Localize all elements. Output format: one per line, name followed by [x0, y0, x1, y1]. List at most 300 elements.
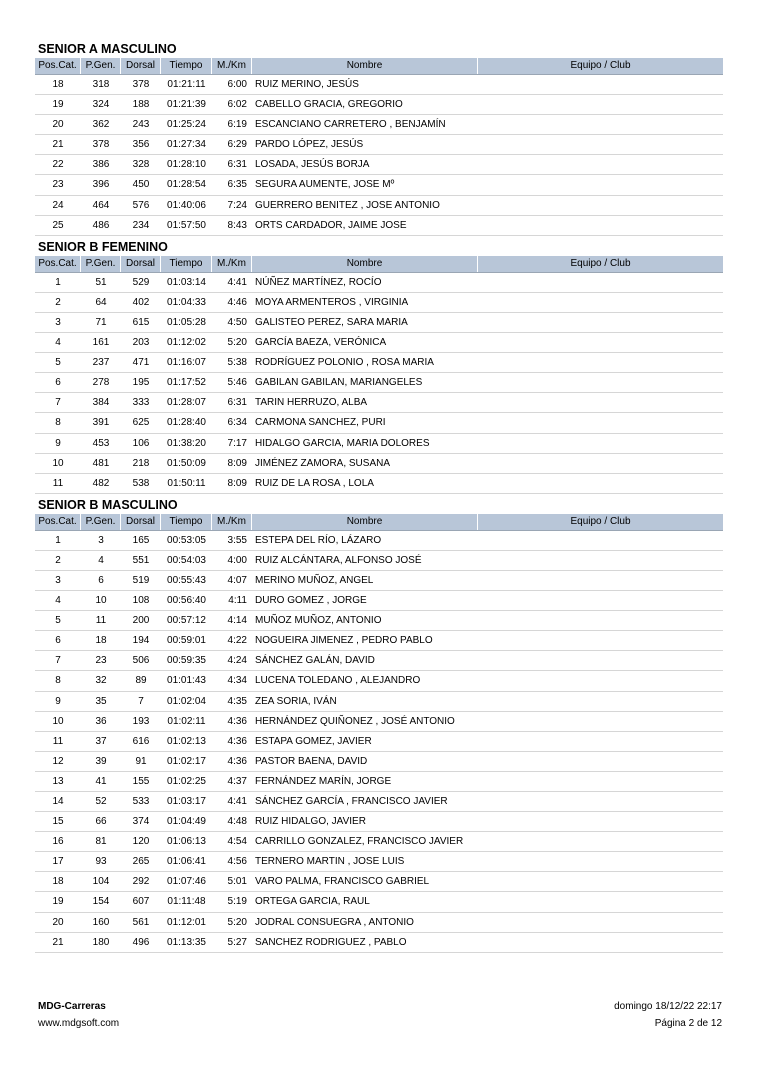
cell-pos-cat: 2: [55, 296, 61, 308]
cell-equipo-club: [478, 273, 723, 292]
cell-nombre: LOSADA, JESÚS BORJA: [255, 159, 370, 171]
column-header-min-km: M./Km: [212, 58, 252, 74]
cell-equipo-club: [478, 752, 723, 771]
table-row: [35, 216, 723, 236]
cell-pos-cat: 6: [55, 635, 61, 647]
cell-tiempo: 01:03:17: [167, 796, 206, 807]
cell-min-km: 5:38: [227, 357, 247, 369]
table-row: [35, 454, 723, 474]
cell-pos-cat: 2: [55, 554, 61, 566]
cell-p-gen: 18: [95, 635, 107, 647]
cell-dorsal: 120: [132, 836, 150, 848]
cell-dorsal: 496: [132, 936, 150, 948]
column-header-nombre: Nombre: [252, 256, 478, 272]
cell-pos-cat: 8: [55, 417, 61, 429]
table-row: [35, 175, 723, 195]
cell-pos-cat: 23: [52, 179, 64, 191]
cell-min-km: 4:41: [227, 796, 247, 807]
cell-min-km: 4:56: [227, 856, 247, 868]
table-row: [35, 551, 723, 571]
cell-tiempo: 01:28:07: [167, 397, 206, 409]
table-row: [35, 772, 723, 792]
table-row: [35, 671, 723, 691]
cell-equipo-club: [478, 933, 723, 952]
cell-nombre: JODRAL CONSUEGRA , ANTONIO: [255, 916, 414, 928]
cell-min-km: 6:35: [227, 179, 247, 191]
cell-equipo-club: [478, 313, 723, 332]
column-header-tiempo: Tiempo: [161, 514, 212, 530]
table-row: [35, 832, 723, 852]
cell-pos-cat: 5: [55, 615, 61, 627]
table-row: [35, 313, 723, 333]
cell-equipo-club: [478, 175, 723, 194]
cell-p-gen: 104: [92, 876, 110, 888]
cell-min-km: 3:55: [227, 534, 247, 546]
cell-nombre: RUIZ HIDALGO, JAVIER: [255, 816, 366, 828]
cell-p-gen: 386: [92, 159, 110, 171]
cell-dorsal: 561: [132, 916, 150, 928]
table-row: [35, 752, 723, 772]
footer-datetime: domingo 18/12/22 22:17: [614, 1001, 722, 1012]
cell-pos-cat: 18: [52, 876, 64, 888]
column-header-p-gen: P.Gen.: [81, 256, 121, 272]
table-header: [35, 256, 723, 273]
cell-dorsal: 234: [132, 219, 150, 231]
table-row: [35, 155, 723, 175]
cell-tiempo: 01:17:52: [167, 377, 206, 389]
cell-p-gen: 180: [92, 936, 110, 948]
cell-nombre: HIDALGO GARCIA, MARIA DOLORES: [255, 437, 430, 449]
cell-equipo-club: [478, 671, 723, 690]
cell-pos-cat: 24: [52, 199, 64, 211]
cell-pos-cat: 3: [55, 574, 61, 586]
cell-equipo-club: [478, 872, 723, 891]
cell-tiempo: 01:50:09: [167, 457, 206, 469]
cell-p-gen: 278: [92, 377, 110, 389]
cell-equipo-club: [478, 293, 723, 312]
cell-tiempo: 01:06:13: [167, 836, 206, 848]
cell-p-gen: 10: [95, 595, 107, 607]
table-row: [35, 95, 723, 115]
cell-min-km: 8:09: [227, 457, 247, 469]
cell-nombre: SÁNCHEZ GARCÍA , FRANCISCO JAVIER: [255, 796, 448, 807]
cell-tiempo: 01:28:10: [167, 159, 206, 171]
cell-nombre: CABELLO GRACIA, GREGORIO: [255, 99, 403, 111]
cell-pos-cat: 20: [52, 916, 64, 928]
cell-nombre: MUÑOZ MUÑOZ, ANTONIO: [255, 615, 382, 627]
cell-equipo-club: [478, 373, 723, 392]
cell-pos-cat: 14: [52, 796, 64, 807]
cell-min-km: 6:31: [227, 397, 247, 409]
cell-tiempo: 01:02:25: [167, 775, 206, 787]
cell-tiempo: 01:06:41: [167, 856, 206, 868]
cell-dorsal: 519: [132, 574, 150, 586]
cell-min-km: 5:27: [227, 936, 247, 948]
cell-equipo-club: [478, 434, 723, 453]
cell-tiempo: 01:50:11: [167, 477, 206, 489]
column-header-p-gen: P.Gen.: [81, 58, 121, 74]
cell-min-km: 6:02: [227, 99, 247, 111]
cell-nombre: NOGUEIRA JIMENEZ , PEDRO PABLO: [255, 635, 433, 647]
cell-dorsal: 533: [132, 796, 150, 807]
cell-p-gen: 453: [92, 437, 110, 449]
cell-tiempo: 01:27:34: [167, 139, 206, 151]
results-page: [35, 38, 723, 953]
cell-nombre: JIMÉNEZ ZAMORA, SUSANA: [255, 457, 391, 469]
cell-pos-cat: 7: [55, 655, 61, 667]
cell-p-gen: 32: [95, 675, 107, 687]
cell-p-gen: 36: [95, 715, 107, 727]
column-header-nombre: Nombre: [252, 514, 478, 530]
cell-equipo-club: [478, 75, 723, 94]
footer-left: [38, 998, 119, 1032]
cell-dorsal: 108: [132, 595, 150, 607]
cell-p-gen: 39: [95, 755, 107, 767]
table-row: [35, 913, 723, 933]
cell-pos-cat: 19: [52, 99, 64, 111]
column-header-min-km: M./Km: [212, 514, 252, 530]
cell-dorsal: 328: [132, 159, 150, 171]
cell-tiempo: 01:05:28: [167, 316, 206, 328]
cell-dorsal: 7: [138, 695, 144, 707]
cell-nombre: RUIZ MERINO, JESÚS: [255, 79, 359, 90]
table-row: [35, 434, 723, 454]
cell-tiempo: 00:59:35: [167, 655, 206, 667]
cell-nombre: RUIZ DE LA ROSA , LOLA: [255, 477, 374, 489]
cell-p-gen: 23: [95, 655, 107, 667]
cell-tiempo: 01:40:06: [167, 199, 206, 211]
footer-page-number: Página 2 de 12: [654, 1018, 722, 1029]
table-row: [35, 115, 723, 135]
cell-min-km: 4:24: [227, 655, 247, 667]
cell-tiempo: 00:53:05: [167, 534, 206, 546]
cell-p-gen: 481: [92, 457, 110, 469]
cell-tiempo: 01:02:13: [167, 735, 206, 747]
cell-min-km: 6:19: [227, 119, 247, 131]
cell-min-km: 5:20: [227, 916, 247, 928]
cell-pos-cat: 21: [52, 936, 64, 948]
cell-tiempo: 01:38:20: [167, 437, 206, 449]
cell-nombre: GUERRERO BENITEZ , JOSE ANTONIO: [255, 199, 440, 211]
cell-tiempo: 01:25:24: [167, 119, 206, 131]
cell-tiempo: 01:07:46: [167, 876, 206, 888]
cell-equipo-club: [478, 571, 723, 590]
cell-tiempo: 01:16:07: [167, 357, 206, 369]
cell-dorsal: 203: [132, 337, 150, 349]
cell-equipo-club: [478, 95, 723, 114]
cell-dorsal: 615: [132, 316, 150, 328]
cell-dorsal: 91: [135, 755, 147, 767]
table-row: [35, 892, 723, 912]
column-header-pos-cat: Pos.Cat.: [35, 58, 81, 74]
cell-nombre: ZEA SORIA, IVÁN: [255, 695, 337, 707]
cell-nombre: GARCÍA BAEZA, VERÓNICA: [255, 337, 387, 349]
cell-pos-cat: 4: [55, 595, 61, 607]
column-header-dorsal: Dorsal: [121, 58, 161, 74]
cell-nombre: DURO GOMEZ , JORGE: [255, 595, 367, 607]
column-header-nombre: Nombre: [252, 58, 478, 74]
cell-min-km: 6:34: [227, 417, 247, 429]
cell-nombre: PARDO LÓPEZ, JESÚS: [255, 139, 364, 151]
cell-dorsal: 506: [132, 655, 150, 667]
cell-min-km: 5:19: [227, 896, 247, 908]
cell-min-km: 4:34: [227, 675, 247, 687]
cell-nombre: ORTEGA GARCIA, RAUL: [255, 896, 370, 908]
table-row: [35, 692, 723, 712]
cell-dorsal: 194: [132, 635, 150, 647]
cell-nombre: CARRILLO GONZALEZ, FRANCISCO JAVIER: [255, 836, 464, 848]
cell-pos-cat: 18: [52, 79, 64, 90]
cell-min-km: 6:00: [227, 79, 247, 90]
cell-p-gen: 160: [92, 916, 110, 928]
footer-brand: MDG-Carreras: [38, 1001, 106, 1012]
cell-equipo-club: [478, 155, 723, 174]
cell-nombre: PASTOR BAENA, DAVID: [255, 755, 368, 767]
table-row: [35, 712, 723, 732]
table-row: [35, 474, 723, 494]
cell-min-km: 4:14: [227, 615, 247, 627]
cell-p-gen: 6: [98, 574, 104, 586]
cell-dorsal: 471: [132, 357, 150, 369]
cell-min-km: 4:36: [227, 715, 247, 727]
cell-p-gen: 51: [95, 276, 107, 288]
table-row: [35, 933, 723, 953]
cell-tiempo: 01:57:50: [167, 219, 206, 231]
table-row: [35, 792, 723, 812]
cell-tiempo: 01:04:33: [167, 296, 206, 308]
cell-equipo-club: [478, 135, 723, 154]
cell-pos-cat: 22: [52, 159, 64, 171]
cell-min-km: 5:20: [227, 337, 247, 349]
cell-pos-cat: 7: [55, 397, 61, 409]
cell-nombre: TARIN HERRUZO, ALBA: [255, 397, 368, 409]
cell-equipo-club: [478, 474, 723, 493]
cell-tiempo: 00:57:12: [167, 615, 206, 627]
cell-dorsal: 195: [132, 377, 150, 389]
table-row: [35, 293, 723, 313]
cell-pos-cat: 10: [52, 457, 64, 469]
cell-equipo-club: [478, 892, 723, 911]
cell-nombre: ESCANCIANO CARRETERO , BENJAMÍN: [255, 119, 446, 131]
cell-pos-cat: 1: [55, 276, 61, 288]
cell-min-km: 4:48: [227, 816, 247, 828]
cell-dorsal: 188: [132, 99, 150, 111]
cell-p-gen: 4: [98, 554, 104, 566]
table-header: [35, 58, 723, 75]
column-header-equipo-club: Equipo / Club: [570, 257, 631, 269]
cell-tiempo: 01:02:17: [167, 755, 206, 767]
cell-dorsal: 378: [132, 79, 150, 90]
cell-equipo-club: [478, 712, 723, 731]
cell-min-km: 4:22: [227, 635, 247, 647]
cell-pos-cat: 13: [52, 775, 64, 787]
column-header-tiempo: Tiempo: [161, 58, 212, 74]
table-row: [35, 872, 723, 892]
cell-pos-cat: 9: [55, 695, 61, 707]
cell-equipo-club: [478, 651, 723, 670]
cell-pos-cat: 4: [55, 337, 61, 349]
cell-nombre: MOYA ARMENTEROS , VIRGINIA: [255, 296, 409, 308]
cell-p-gen: 378: [92, 139, 110, 151]
cell-equipo-club: [478, 852, 723, 871]
table-row: [35, 333, 723, 353]
cell-tiempo: 01:02:11: [167, 715, 206, 727]
cell-p-gen: 396: [92, 179, 110, 191]
cell-nombre: NÚÑEZ MARTÍNEZ, ROCÍO: [255, 276, 382, 288]
cell-dorsal: 218: [132, 457, 150, 469]
table-row: [35, 196, 723, 216]
footer-website[interactable]: www.mdgsoft.com: [38, 1018, 120, 1029]
cell-pos-cat: 9: [55, 437, 61, 449]
cell-min-km: 4:35: [227, 695, 247, 707]
cell-nombre: RODRÍGUEZ POLONIO , ROSA MARIA: [255, 357, 434, 369]
column-header-pos-cat: Pos.Cat.: [35, 514, 81, 530]
table-row: [35, 611, 723, 631]
cell-p-gen: 161: [92, 337, 110, 349]
cell-pos-cat: 21: [52, 139, 64, 151]
cell-equipo-club: [478, 732, 723, 751]
cell-equipo-club: [478, 792, 723, 811]
cell-tiempo: 01:04:49: [167, 816, 206, 828]
cell-nombre: SEGURA AUMENTE, JOSE Mº: [255, 179, 395, 191]
table-row: [35, 651, 723, 671]
cell-tiempo: 01:21:11: [167, 79, 206, 90]
cell-dorsal: 243: [132, 119, 150, 131]
cell-tiempo: 01:28:40: [167, 417, 206, 429]
cell-nombre: ESTEPA DEL RÍO, LÁZARO: [255, 534, 382, 546]
cell-dorsal: 165: [132, 534, 150, 546]
cell-nombre: HERNÁNDEZ QUIÑONEZ , JOSÉ ANTONIO: [255, 715, 455, 727]
cell-nombre: TERNERO MARTIN , JOSE LUIS: [255, 856, 405, 868]
cell-dorsal: 551: [132, 554, 150, 566]
cell-tiempo: 01:12:02: [167, 337, 206, 349]
cell-dorsal: 616: [132, 735, 150, 747]
table-row: [35, 591, 723, 611]
cell-pos-cat: 15: [52, 816, 64, 828]
cell-equipo-club: [478, 913, 723, 932]
cell-p-gen: 35: [95, 695, 107, 707]
cell-p-gen: 37: [95, 735, 107, 747]
cell-nombre: GABILAN GABILAN, MARIANGELES: [255, 377, 423, 389]
cell-p-gen: 384: [92, 397, 110, 409]
cell-tiempo: 01:02:04: [167, 695, 206, 707]
cell-dorsal: 402: [132, 296, 150, 308]
cell-p-gen: 324: [92, 99, 110, 111]
column-header-pos-cat: Pos.Cat.: [35, 256, 81, 272]
cell-p-gen: 11: [95, 615, 107, 627]
cell-nombre: SÁNCHEZ GALÁN, DAVID: [255, 655, 375, 667]
cell-tiempo: 00:55:43: [167, 574, 206, 586]
cell-min-km: 8:43: [227, 219, 247, 231]
cell-tiempo: 01:01:43: [167, 675, 206, 687]
cell-min-km: 8:09: [227, 477, 247, 489]
cell-pos-cat: 20: [52, 119, 64, 131]
cell-min-km: 4:37: [227, 775, 247, 787]
cell-p-gen: 93: [95, 856, 107, 868]
cell-dorsal: 625: [132, 417, 150, 429]
cell-equipo-club: [478, 393, 723, 412]
cell-min-km: 4:46: [227, 296, 247, 308]
table-header: [35, 514, 723, 531]
cell-equipo-club: [478, 353, 723, 372]
cell-min-km: 4:36: [227, 755, 247, 767]
cell-equipo-club: [478, 454, 723, 473]
cell-pos-cat: 16: [52, 836, 64, 848]
cell-nombre: LUCENA TOLEDANO , ALEJANDRO: [255, 675, 421, 687]
cell-p-gen: 81: [95, 836, 107, 848]
cell-equipo-club: [478, 551, 723, 570]
column-header-equipo-club: Equipo / Club: [570, 515, 631, 527]
cell-tiempo: 01:03:14: [167, 276, 206, 288]
cell-dorsal: 292: [132, 876, 150, 888]
cell-nombre: MERINO MUÑOZ, ANGEL: [255, 574, 374, 586]
cell-dorsal: 155: [132, 775, 150, 787]
table-row: [35, 413, 723, 433]
cell-min-km: 4:50: [227, 316, 247, 328]
cell-tiempo: 01:13:35: [167, 936, 206, 948]
cell-dorsal: 538: [132, 477, 150, 489]
cell-dorsal: 607: [132, 896, 150, 908]
footer-right: [614, 998, 722, 1032]
cell-pos-cat: 19: [52, 896, 64, 908]
column-header-p-gen: P.Gen.: [81, 514, 121, 530]
table-row: [35, 353, 723, 373]
cell-p-gen: 391: [92, 417, 110, 429]
cell-p-gen: 66: [95, 816, 107, 828]
cell-nombre: ESTAPA GOMEZ, JAVIER: [255, 735, 372, 747]
cell-p-gen: 362: [92, 119, 110, 131]
cell-pos-cat: 6: [55, 377, 61, 389]
cell-dorsal: 576: [132, 199, 150, 211]
table-row: [35, 571, 723, 591]
cell-p-gen: 486: [92, 219, 110, 231]
cell-pos-cat: 11: [52, 735, 64, 747]
cell-tiempo: 00:59:01: [167, 635, 206, 647]
cell-min-km: 5:46: [227, 377, 247, 389]
cell-dorsal: 265: [132, 856, 150, 868]
cell-pos-cat: 10: [52, 715, 64, 727]
cell-dorsal: 529: [132, 276, 150, 288]
cell-nombre: FERNÁNDEZ MARÍN, JORGE: [255, 775, 392, 787]
cell-min-km: 4:36: [227, 735, 247, 747]
cell-nombre: GALISTEO PEREZ, SARA MARIA: [255, 316, 408, 328]
cell-tiempo: 01:28:54: [167, 179, 206, 191]
cell-p-gen: 482: [92, 477, 110, 489]
cell-dorsal: 106: [132, 437, 150, 449]
cell-tiempo: 00:56:40: [167, 595, 206, 607]
cell-dorsal: 193: [132, 715, 150, 727]
cell-pos-cat: 25: [52, 219, 64, 231]
cell-p-gen: 64: [95, 296, 107, 308]
cell-tiempo: 01:12:01: [167, 916, 206, 928]
cell-pos-cat: 17: [52, 856, 64, 868]
cell-nombre: ORTS CARDADOR, JAIME JOSE: [255, 219, 407, 231]
cell-dorsal: 450: [132, 179, 150, 191]
cell-nombre: SANCHEZ RODRIGUEZ , PABLO: [255, 936, 407, 948]
cell-p-gen: 464: [92, 199, 110, 211]
section-title: SENIOR B MASCULINO: [38, 497, 178, 512]
cell-min-km: 5:01: [227, 876, 247, 888]
cell-p-gen: 3: [98, 534, 104, 546]
cell-min-km: 6:31: [227, 159, 247, 171]
cell-min-km: 4:07: [227, 574, 247, 586]
cell-equipo-club: [478, 591, 723, 610]
table-row: [35, 631, 723, 651]
cell-nombre: CARMONA SANCHEZ, PURI: [255, 417, 386, 429]
column-header-dorsal: Dorsal: [121, 514, 161, 530]
section-title: SENIOR B FEMENINO: [38, 239, 168, 254]
table-row: [35, 75, 723, 95]
